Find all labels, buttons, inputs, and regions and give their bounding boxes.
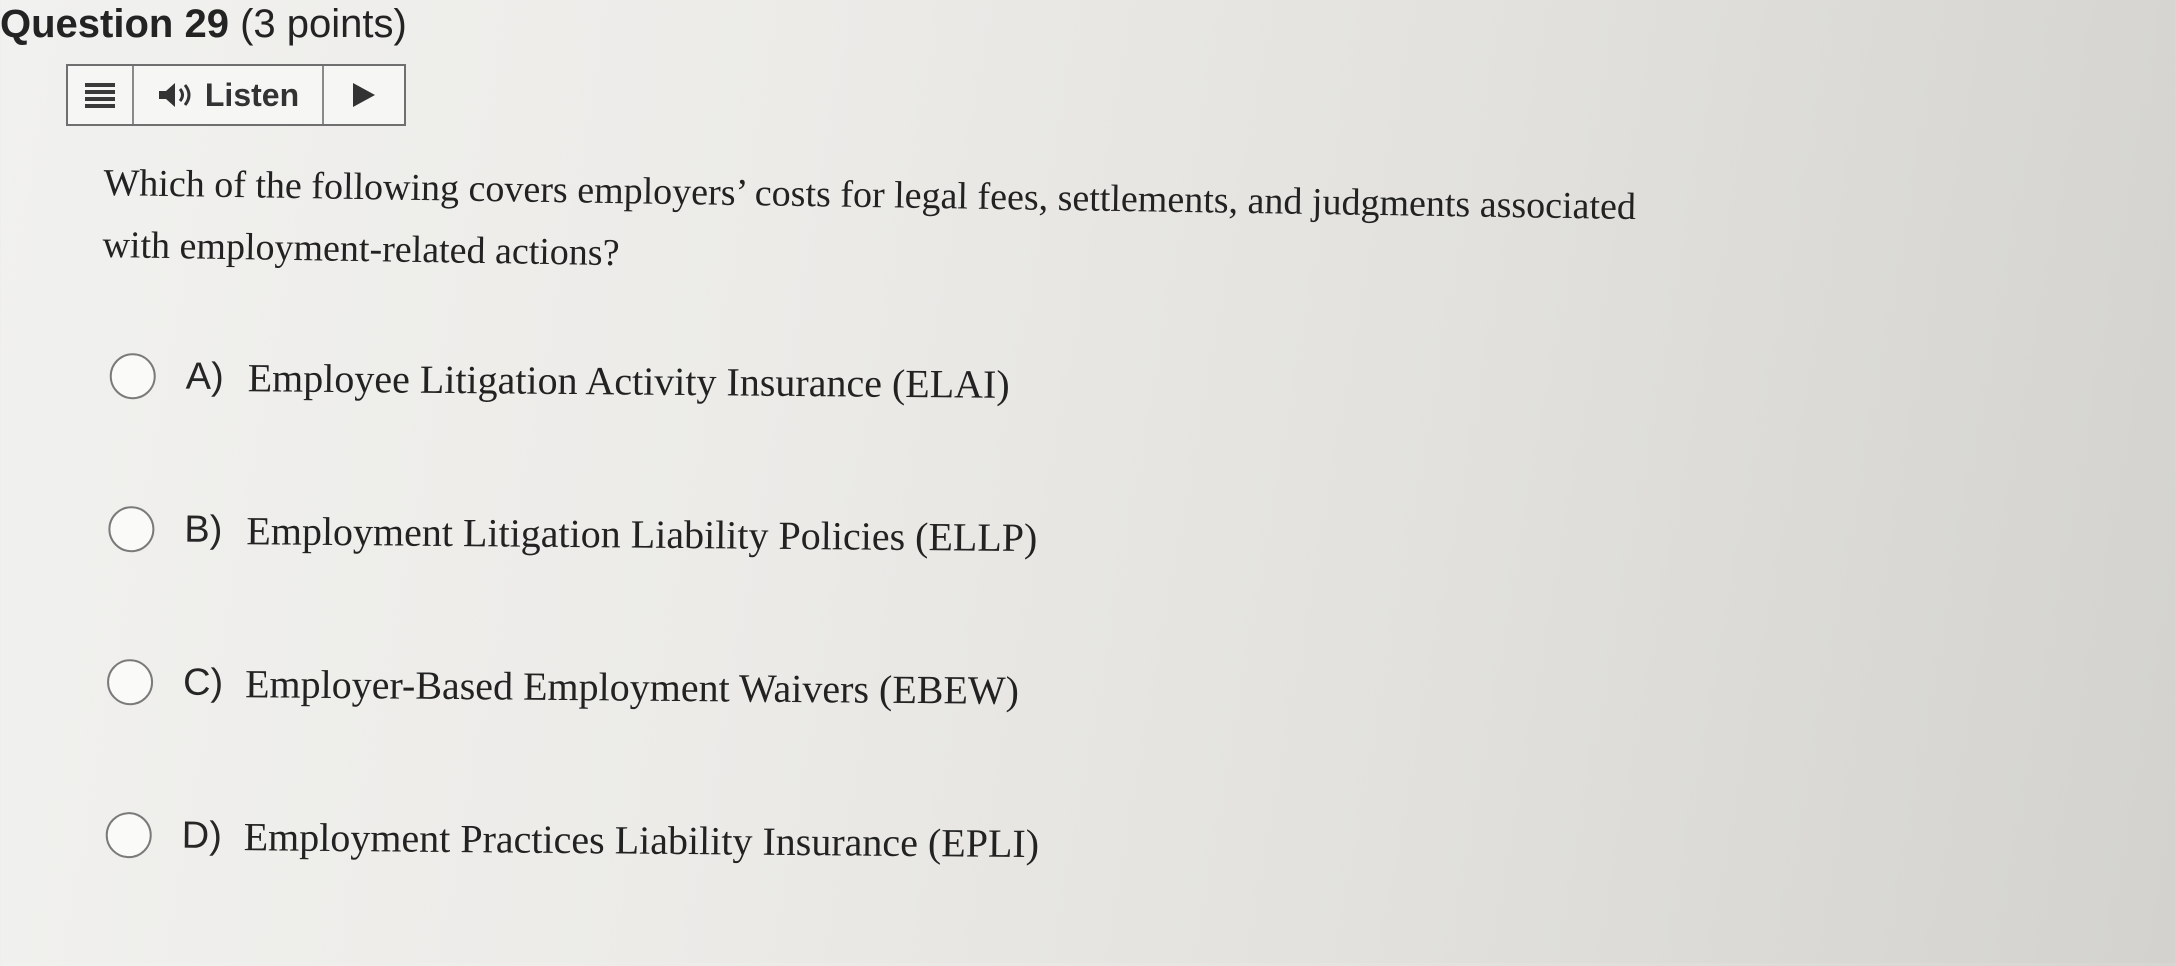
option-text: Employee Litigation Activity Insurance (ELAI) [247,354,1010,407]
option-letter: D) [181,814,223,857]
play-button[interactable] [324,66,404,124]
option-c[interactable] [107,652,1041,720]
question-header [0,0,407,48]
option-text: Employment Practices Liability Insurance (EPLI) [243,813,1040,866]
speaker-icon [157,80,197,110]
option-text: Employment Litigation Liability Policies (ELLP) [246,507,1038,560]
play-icon [351,81,377,109]
listen-menu-button[interactable] [68,66,134,124]
option-b[interactable] [108,499,1042,567]
listen-button[interactable] [134,66,324,124]
question-text: Which of the following covers employers’ costs for legal fees, settlements, and judgments associated with employment-related actions? [102,161,1637,275]
radio-button[interactable] [108,506,154,552]
option-d[interactable] [105,805,1039,873]
option-letter: B) [184,508,223,551]
question-points: (3 points) [240,2,407,46]
hamburger-menu-icon [85,82,115,108]
option-a[interactable] [109,346,1043,414]
question-title: Question 29 [0,2,229,46]
option-letter: C) [182,661,224,704]
radio-button[interactable] [107,659,153,705]
answer-options [105,346,1044,966]
listen-toolbar [66,64,406,126]
radio-button[interactable] [110,353,156,399]
option-letter: A) [185,355,224,398]
radio-button[interactable] [106,812,152,858]
listen-label: Listen [204,76,300,113]
option-text: Employer-Based Employment Waivers (EBEW) [244,660,1020,713]
